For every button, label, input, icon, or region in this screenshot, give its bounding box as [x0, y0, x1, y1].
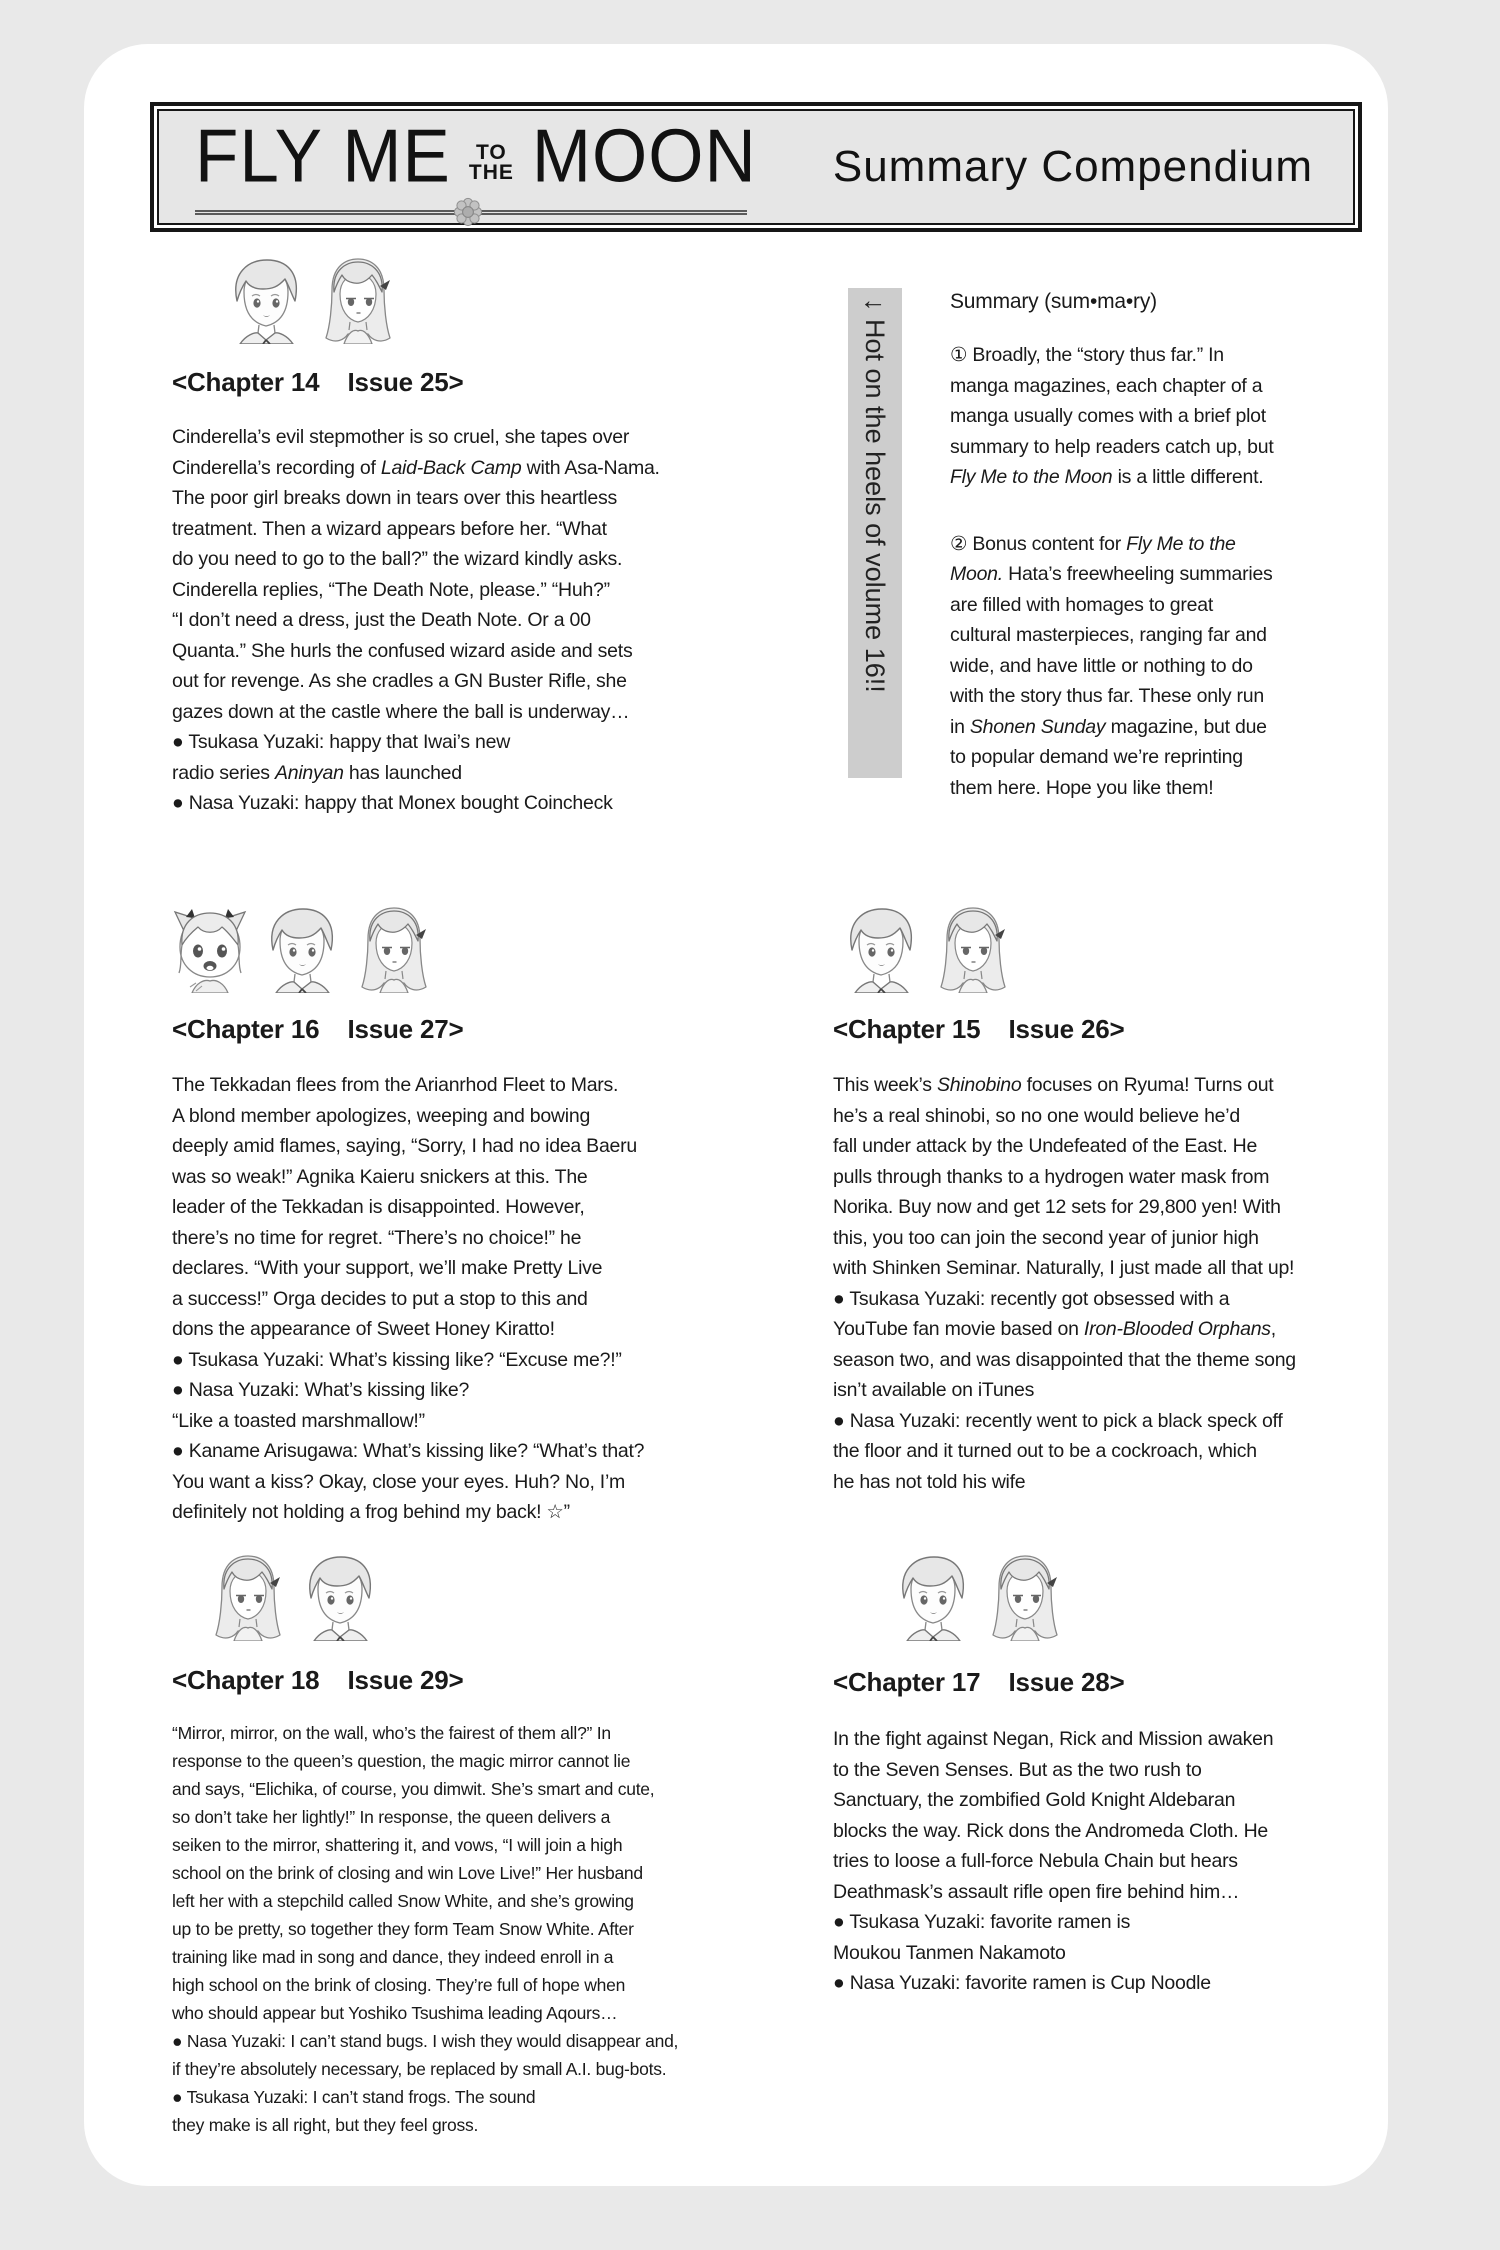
text-line: left her with a stepchild called Snow White, and she’s growing: [172, 1891, 634, 1911]
text-line: he has not told his wife: [833, 1470, 1026, 1493]
text-line: season two, and was disappointed that the theme song: [833, 1348, 1296, 1371]
summary-definition-para-2: [950, 529, 1390, 804]
text-line: training like mad in song and dance, they indeed enroll in a: [172, 1947, 614, 1967]
text-line: ● Tsukasa Yuzaki: What’s kissing like? “Excuse me?!”: [172, 1348, 622, 1371]
text-line: ① Broadly, the “story thus far.” In: [950, 344, 1224, 366]
chapter-heading: <Chapter 16 Issue 27>: [172, 1014, 464, 1044]
character-icons: [833, 1553, 1389, 1641]
text-line: in Shonen Sunday magazine, but due: [950, 715, 1267, 738]
text-line: radio series Aninyan has launched: [172, 761, 462, 784]
text-line: wide, and have little or nothing to do: [950, 654, 1253, 677]
text-line: ● Kaname Arisugawa: What’s kissing like? “What’s that?: [172, 1440, 645, 1462]
section-chapter-14: [172, 256, 812, 819]
girl-character-icon: [935, 905, 1011, 993]
text-line: treatment. Then a wizard appears before her. “What: [172, 517, 607, 540]
text-line: The poor girl breaks down in tears over this heartless: [172, 487, 617, 509]
section-chapter-17: [833, 1553, 1389, 1999]
summary-definition-para-1: [950, 340, 1390, 493]
text-line: with Shinken Seminar. Naturally, I just made all that up!: [833, 1257, 1295, 1279]
text-line: Moon. Hata’s freewheeling summaries: [950, 563, 1273, 585]
text-line: Cinderella’s recording of Laid-Back Camp with Asa-Nama.: [172, 456, 660, 479]
text-line: so don’t take her lightly!” In response, the queen delivers a: [172, 1807, 611, 1827]
text-line: The Tekkadan flees from the Arianrhod Fleet to Mars.: [172, 1074, 619, 1096]
text-line: response to the queen’s question, the magic mirror cannot lie: [172, 1751, 631, 1771]
chapter-summary-text: [172, 1070, 812, 1528]
chapter-heading: <Chapter 18 Issue 29>: [172, 1665, 464, 1695]
text-line: A blond member apologizes, weeping and bowing: [172, 1104, 591, 1127]
text-line: was so weak!” Agnika Kaieru snickers at this. The: [172, 1165, 588, 1188]
series-logo: [195, 114, 757, 199]
volume-banner: [848, 288, 902, 778]
text-line: definitely not holding a frog behind my back! ☆”: [172, 1501, 570, 1523]
text-line: ● Tsukasa Yuzaki: favorite ramen is: [833, 1911, 1131, 1933]
section-chapter-15: [833, 905, 1389, 1497]
text-line: blocks the way. Rick dons the Andromeda Cloth. He: [833, 1819, 1269, 1842]
text-line: ● Tsukasa Yuzaki: I can’t stand frogs. The sound: [172, 2087, 536, 2107]
text-line: seiken to the mirror, shattering it, and vows, “I will join a high: [172, 1835, 623, 1855]
text-line: he’s a real shinobi, so no one would believe he’d: [833, 1104, 1240, 1127]
section-chapter-16: [172, 905, 812, 1528]
text-line: do you need to go to the ball?” the wizard kindly asks.: [172, 548, 623, 570]
header-panel: [157, 109, 1355, 225]
text-line: Cinderella replies, “The Death Note, please.” “Huh?”: [172, 578, 610, 601]
text-line: ● Nasa Yuzaki: I can’t stand bugs. I wish they would disappear and,: [172, 2031, 679, 2051]
chapter-summary-text: [833, 1724, 1389, 1999]
text-line: tries to loose a full-force Nebula Chain but hears: [833, 1850, 1238, 1872]
text-line: gazes down at the castle where the ball is underway…: [172, 700, 630, 723]
text-line: to the Seven Senses. But as the two rush to: [833, 1758, 1202, 1781]
text-line: summary to help readers catch up, but: [950, 435, 1274, 458]
chapter-heading: <Chapter 17 Issue 28>: [833, 1667, 1125, 1697]
text-line: Cinderella’s evil stepmother is so cruel, she tapes over: [172, 426, 630, 448]
text-line: with the story thus far. These only run: [950, 685, 1264, 707]
header: [150, 102, 1362, 232]
text-line: to popular demand we’re reprinting: [950, 746, 1243, 768]
text-line: YouTube fan movie based on Iron-Blooded Orphans,: [833, 1318, 1276, 1340]
text-line: school on the brink of closing and win Love Live!” Her husband: [172, 1863, 643, 1883]
text-line: Fly Me to the Moon is a little different.: [950, 466, 1264, 488]
text-line: ● Nasa Yuzaki: What’s kissing like?: [172, 1379, 470, 1401]
text-line: “Like a toasted marshmallow!”: [172, 1409, 425, 1432]
text-line: ● Nasa Yuzaki: happy that Monex bought Coincheck: [172, 792, 613, 814]
girl-character-icon: [210, 1553, 286, 1641]
summary-definition: [950, 290, 1390, 803]
text-line: deeply amid flames, saying, “Sorry, I had no idea Baeru: [172, 1135, 637, 1157]
text-line: they make is all right, but they feel gross.: [172, 2115, 479, 2135]
chapter-summary-text: [172, 1719, 827, 2139]
logo-to: TO: [475, 141, 507, 164]
text-line: Deathmask’s assault rifle open fire behind him…: [833, 1880, 1240, 1903]
text-line: In the fight against Negan, Rick and Mission awaken: [833, 1728, 1274, 1750]
text-line: who should appear but Yoshiko Tsushima leading Aqours…: [172, 2003, 618, 2023]
boy-character-icon: [895, 1553, 971, 1641]
summary-definition-title: Summary (sum•ma•ry): [950, 290, 1157, 313]
boy-character-icon: [843, 905, 919, 993]
text-line: isn’t available on iTunes: [833, 1379, 1035, 1401]
text-line: up to be pretty, so together they form Team Snow White. After: [172, 1919, 634, 1939]
girl-character-icon: [356, 905, 432, 993]
text-line: fall under attack by the Undefeated of the East. He: [833, 1135, 1258, 1157]
chibi-girl-character-icon: [172, 905, 248, 993]
character-icons: [172, 905, 812, 993]
text-line: a success!” Orga decides to put a stop to this and: [172, 1287, 588, 1310]
character-icons: [833, 905, 1389, 993]
text-line: “I don’t need a dress, just the Death Note. Or a 00: [172, 609, 591, 631]
chapter-heading: <Chapter 14 Issue 25>: [172, 367, 464, 397]
text-line: ● Tsukasa Yuzaki: happy that Iwai’s new: [172, 731, 511, 753]
rosette-ornament: [451, 195, 485, 229]
section-chapter-18: [172, 1553, 827, 2139]
page-title: Summary Compendium: [832, 142, 1313, 191]
text-line: You want a kiss? Okay, close your eyes. Huh? No, I’m: [172, 1470, 626, 1493]
text-line: this, you too can join the second year of junior high: [833, 1226, 1259, 1249]
text-line: ● Nasa Yuzaki: favorite ramen is Cup Noodle: [833, 1972, 1211, 1994]
chapter-summary-text: [172, 422, 812, 819]
text-line: pulls through thanks to a hydrogen water mask from: [833, 1165, 1270, 1188]
text-line: them here. Hope you like them!: [950, 776, 1214, 799]
text-line: out for revenge. As she cradles a GN Buster Rifle, she: [172, 670, 627, 692]
text-line: Sanctuary, the zombified Gold Knight Aldebaran: [833, 1789, 1236, 1811]
text-line: Moukou Tanmen Nakamoto: [833, 1941, 1066, 1964]
girl-character-icon: [987, 1553, 1063, 1641]
boy-character-icon: [302, 1553, 378, 1641]
text-line: ● Tsukasa Yuzaki: recently got obsessed with a: [833, 1287, 1230, 1310]
girl-character-icon: [320, 256, 396, 344]
text-line: Norika. Buy now and get 12 sets for 29,800 yen! With: [833, 1196, 1281, 1218]
logo-moon: MOON: [531, 114, 757, 199]
text-line: there’s no time for regret. “There’s no choice!” he: [172, 1226, 582, 1249]
character-icons: [172, 1553, 827, 1641]
text-line: This week’s Shinobino focuses on Ryuma! Turns out: [833, 1074, 1274, 1096]
chapter-heading: <Chapter 15 Issue 26>: [833, 1014, 1125, 1044]
text-line: and says, “Elichika, of course, you dimwit. She’s smart and cute,: [172, 1779, 655, 1799]
logo-to-the: [469, 143, 514, 183]
text-line: manga magazines, each chapter of a: [950, 374, 1263, 397]
chapter-summary-text: [833, 1070, 1389, 1497]
text-line: ② Bonus content for Fly Me to the: [950, 532, 1236, 555]
text-line: cultural masterpieces, ranging far and: [950, 624, 1267, 646]
logo-fly-me: FLY ME: [195, 114, 451, 199]
text-line: high school on the brink of closing. They’re full of hope when: [172, 1975, 626, 1995]
text-line: the floor and it turned out to be a cockroach, which: [833, 1440, 1257, 1462]
text-line: manga usually comes with a brief plot: [950, 405, 1266, 427]
logo-the: THE: [468, 160, 514, 184]
text-line: declares. “With your support, we’ll make Pretty Live: [172, 1257, 603, 1279]
boy-character-icon: [228, 256, 304, 344]
character-icons: [172, 256, 812, 344]
volume-banner-text: ↓ Hot on the heels of volume 16!!: [860, 298, 890, 693]
text-line: Quanta.” She hurls the confused wizard aside and sets: [172, 639, 633, 662]
text-line: dons the appearance of Sweet Honey Kiratto!: [172, 1318, 555, 1340]
text-line: “Mirror, mirror, on the wall, who’s the fairest of them all?” In: [172, 1723, 611, 1743]
text-line: if they’re absolutely necessary, be replaced by small A.I. bug-bots.: [172, 2059, 667, 2079]
text-line: leader of the Tekkadan is disappointed. However,: [172, 1196, 585, 1218]
text-line: are filled with homages to great: [950, 593, 1213, 616]
text-line: ● Nasa Yuzaki: recently went to pick a black speck off: [833, 1409, 1283, 1432]
boy-character-icon: [264, 905, 340, 993]
